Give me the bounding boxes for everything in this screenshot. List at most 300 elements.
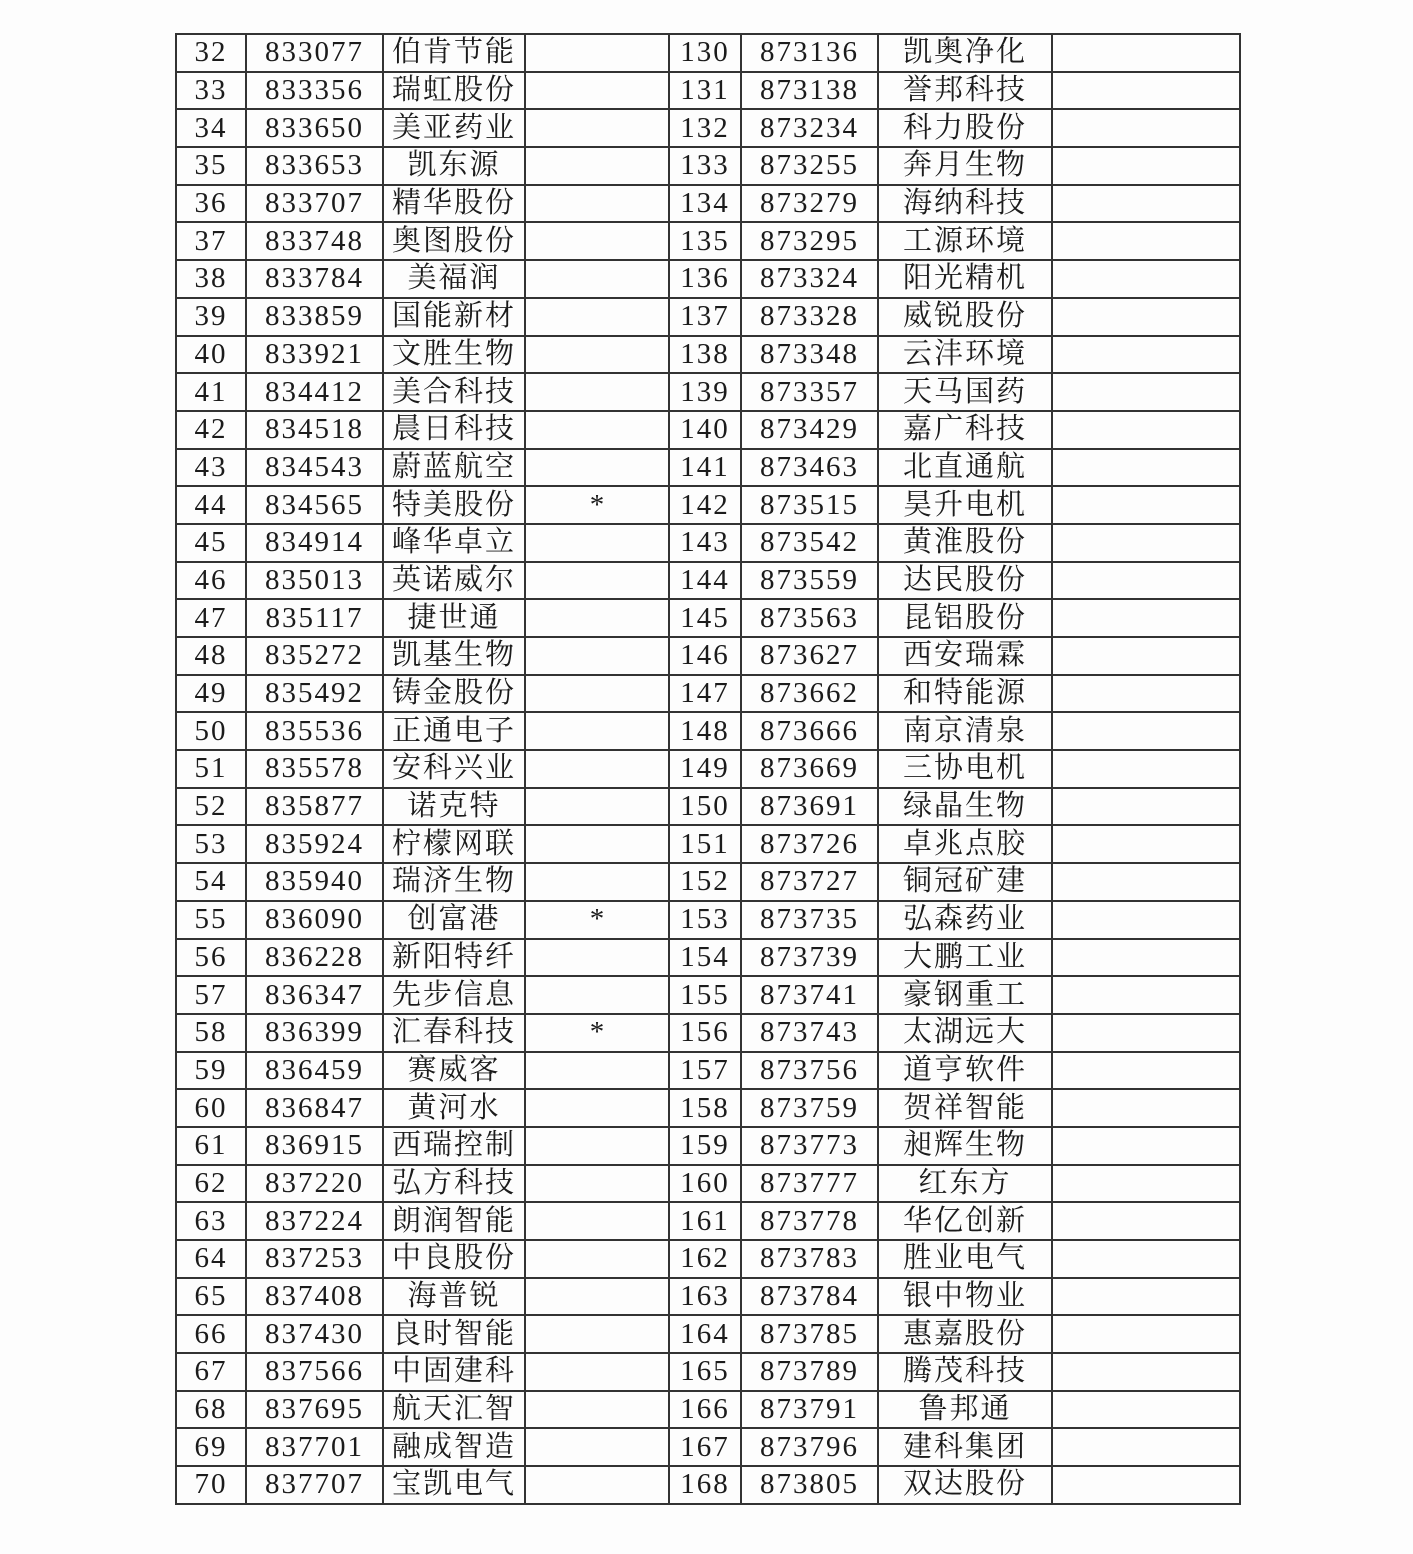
table-row [176, 1165, 1240, 1203]
note-cell: * [525, 901, 669, 939]
note-cell [525, 1278, 669, 1316]
table-row [176, 336, 1240, 374]
row-number-cell: 59 [176, 1052, 246, 1090]
note-cell [525, 449, 669, 487]
row-number-cell: 33 [176, 72, 246, 110]
company-name-cell: 西安瑞霖 [878, 637, 1052, 675]
row-number-cell: 161 [669, 1202, 741, 1240]
company-name-cell: 凯奥净化 [878, 34, 1052, 72]
note-cell [525, 411, 669, 449]
note-cell [1052, 562, 1240, 600]
table-row [176, 260, 1240, 298]
table-row [176, 976, 1240, 1014]
note-cell [525, 788, 669, 826]
company-name-cell: 特美股份 [383, 486, 525, 524]
stock-code-cell: 833653 [246, 147, 383, 185]
company-name-cell: 誉邦科技 [878, 72, 1052, 110]
note-cell [525, 675, 669, 713]
note-cell [525, 939, 669, 977]
row-number-cell: 136 [669, 260, 741, 298]
company-name-cell: 文胜生物 [383, 336, 525, 374]
stock-code-cell: 873726 [741, 825, 878, 863]
table-row [176, 1240, 1240, 1278]
stock-code-cell: 835013 [246, 562, 383, 600]
row-number-cell: 131 [669, 72, 741, 110]
row-number-cell: 132 [669, 109, 741, 147]
note-cell [1052, 222, 1240, 260]
company-name-cell: 中固建科 [383, 1353, 525, 1391]
note-cell [525, 599, 669, 637]
company-name-cell: 瑞虹股份 [383, 72, 525, 110]
stock-code-cell: 837695 [246, 1391, 383, 1429]
company-name-cell: 双达股份 [878, 1466, 1052, 1504]
company-name-cell: 晨日科技 [383, 411, 525, 449]
table-row [176, 1089, 1240, 1127]
company-name-cell: 科力股份 [878, 109, 1052, 147]
table-row [176, 1014, 1240, 1052]
row-number-cell: 167 [669, 1428, 741, 1466]
stock-code-cell: 834412 [246, 373, 383, 411]
stock-code-cell: 873796 [741, 1428, 878, 1466]
stock-code-cell: 873328 [741, 298, 878, 336]
company-name-cell: 诺克特 [383, 788, 525, 826]
table-row [176, 486, 1240, 524]
row-number-cell: 70 [176, 1466, 246, 1504]
row-number-cell: 49 [176, 675, 246, 713]
note-cell [525, 72, 669, 110]
stock-code-cell: 834518 [246, 411, 383, 449]
note-cell [525, 109, 669, 147]
row-number-cell: 57 [176, 976, 246, 1014]
note-cell [525, 222, 669, 260]
stock-code-cell: 873789 [741, 1353, 878, 1391]
note-cell [1052, 1315, 1240, 1353]
note-cell [1052, 260, 1240, 298]
stock-code-cell: 873429 [741, 411, 878, 449]
row-number-cell: 46 [176, 562, 246, 600]
company-name-cell: 赛威客 [383, 1052, 525, 1090]
table-row [176, 1428, 1240, 1466]
stock-code-cell: 837707 [246, 1466, 383, 1504]
row-number-cell: 37 [176, 222, 246, 260]
stock-code-cell: 873735 [741, 901, 878, 939]
note-cell [1052, 1052, 1240, 1090]
stock-code-cell: 837566 [246, 1353, 383, 1391]
table-row [176, 599, 1240, 637]
company-name-cell: 汇春科技 [383, 1014, 525, 1052]
stock-code-cell: 833859 [246, 298, 383, 336]
row-number-cell: 168 [669, 1466, 741, 1504]
row-number-cell: 39 [176, 298, 246, 336]
stock-code-cell: 836915 [246, 1127, 383, 1165]
company-name-cell: 黄淮股份 [878, 524, 1052, 562]
note-cell [1052, 712, 1240, 750]
stock-code-cell: 836399 [246, 1014, 383, 1052]
company-name-cell: 胜业电气 [878, 1240, 1052, 1278]
company-name-cell: 凯东源 [383, 147, 525, 185]
stock-code-cell: 873255 [741, 147, 878, 185]
table-row [176, 788, 1240, 826]
row-number-cell: 64 [176, 1240, 246, 1278]
row-number-cell: 45 [176, 524, 246, 562]
table-row [176, 1353, 1240, 1391]
company-name-cell: 阳光精机 [878, 260, 1052, 298]
note-cell [1052, 1165, 1240, 1203]
table-row [176, 562, 1240, 600]
company-name-cell: 宝凯电气 [383, 1466, 525, 1504]
row-number-cell: 141 [669, 449, 741, 487]
note-cell [1052, 637, 1240, 675]
company-name-cell: 英诺威尔 [383, 562, 525, 600]
table-row [176, 1052, 1240, 1090]
note-cell [1052, 1428, 1240, 1466]
row-number-cell: 68 [176, 1391, 246, 1429]
stock-code-cell: 873515 [741, 486, 878, 524]
note-cell [525, 1315, 669, 1353]
row-number-cell: 55 [176, 901, 246, 939]
row-number-cell: 165 [669, 1353, 741, 1391]
note-cell [1052, 336, 1240, 374]
note-cell [525, 1391, 669, 1429]
table-row [176, 1391, 1240, 1429]
row-number-cell: 54 [176, 863, 246, 901]
company-name-cell: 伯肯节能 [383, 34, 525, 72]
row-number-cell: 43 [176, 449, 246, 487]
note-cell [525, 1089, 669, 1127]
stock-code-cell: 837430 [246, 1315, 383, 1353]
company-name-cell: 云沣环境 [878, 336, 1052, 374]
table-row [176, 298, 1240, 336]
stock-code-cell: 873627 [741, 637, 878, 675]
note-cell [1052, 411, 1240, 449]
row-number-cell: 147 [669, 675, 741, 713]
note-cell [525, 1052, 669, 1090]
stock-code-cell: 834914 [246, 524, 383, 562]
row-number-cell: 152 [669, 863, 741, 901]
table-row [176, 750, 1240, 788]
note-cell [525, 1127, 669, 1165]
stock-code-cell: 873234 [741, 109, 878, 147]
row-number-cell: 69 [176, 1428, 246, 1466]
table-row [176, 72, 1240, 110]
company-name-cell: 美合科技 [383, 373, 525, 411]
row-number-cell: 56 [176, 939, 246, 977]
company-name-cell: 新阳特纤 [383, 939, 525, 977]
company-name-cell: 太湖远大 [878, 1014, 1052, 1052]
company-name-cell: 豪钢重工 [878, 976, 1052, 1014]
stock-code-cell: 835940 [246, 863, 383, 901]
stock-code-cell: 873295 [741, 222, 878, 260]
company-name-cell: 海普锐 [383, 1278, 525, 1316]
company-name-cell: 和特能源 [878, 675, 1052, 713]
note-cell [525, 1466, 669, 1504]
note-cell [525, 1240, 669, 1278]
stock-code-cell: 873778 [741, 1202, 878, 1240]
row-number-cell: 65 [176, 1278, 246, 1316]
note-cell [1052, 109, 1240, 147]
company-name-cell: 精华股份 [383, 185, 525, 223]
company-name-cell: 奥图股份 [383, 222, 525, 260]
row-number-cell: 150 [669, 788, 741, 826]
row-number-cell: 51 [176, 750, 246, 788]
table-row [176, 675, 1240, 713]
company-name-cell: 银中物业 [878, 1278, 1052, 1316]
row-number-cell: 47 [176, 599, 246, 637]
company-name-cell: 瑞济生物 [383, 863, 525, 901]
company-name-cell: 天马国药 [878, 373, 1052, 411]
row-number-cell: 32 [176, 34, 246, 72]
stock-code-cell: 873805 [741, 1466, 878, 1504]
company-name-cell: 昊升电机 [878, 486, 1052, 524]
stock-code-cell: 873136 [741, 34, 878, 72]
company-name-cell: 达民股份 [878, 562, 1052, 600]
stock-code-cell: 837408 [246, 1278, 383, 1316]
row-number-cell: 34 [176, 109, 246, 147]
row-number-cell: 144 [669, 562, 741, 600]
row-number-cell: 58 [176, 1014, 246, 1052]
stock-code-cell: 834565 [246, 486, 383, 524]
table-row [176, 411, 1240, 449]
note-cell [1052, 1089, 1240, 1127]
row-number-cell: 156 [669, 1014, 741, 1052]
stock-code-cell: 834543 [246, 449, 383, 487]
company-name-cell: 腾茂科技 [878, 1353, 1052, 1391]
note-cell [1052, 675, 1240, 713]
note-cell [525, 185, 669, 223]
stock-code-cell: 836459 [246, 1052, 383, 1090]
stock-code-cell: 873727 [741, 863, 878, 901]
note-cell [1052, 1240, 1240, 1278]
row-number-cell: 61 [176, 1127, 246, 1165]
table-row [176, 109, 1240, 147]
stock-code-cell: 873785 [741, 1315, 878, 1353]
note-cell [1052, 1391, 1240, 1429]
stock-code-cell: 835536 [246, 712, 383, 750]
note-cell [525, 825, 669, 863]
stock-code-cell: 835924 [246, 825, 383, 863]
row-number-cell: 154 [669, 939, 741, 977]
table-row [176, 863, 1240, 901]
stock-code-cell: 833921 [246, 336, 383, 374]
note-cell [525, 750, 669, 788]
note-cell [1052, 185, 1240, 223]
note-cell [525, 524, 669, 562]
company-name-cell: 安科兴业 [383, 750, 525, 788]
note-cell [525, 1428, 669, 1466]
row-number-cell: 157 [669, 1052, 741, 1090]
company-name-cell: 凯基生物 [383, 637, 525, 675]
note-cell [1052, 1202, 1240, 1240]
company-name-cell: 良时智能 [383, 1315, 525, 1353]
note-cell [525, 562, 669, 600]
stock-code-cell: 873773 [741, 1127, 878, 1165]
row-number-cell: 155 [669, 976, 741, 1014]
company-name-cell: 华亿创新 [878, 1202, 1052, 1240]
company-name-cell: 铸金股份 [383, 675, 525, 713]
company-name-cell: 昆铝股份 [878, 599, 1052, 637]
table-row [176, 1315, 1240, 1353]
stock-code-cell: 873759 [741, 1089, 878, 1127]
row-number-cell: 149 [669, 750, 741, 788]
row-number-cell: 142 [669, 486, 741, 524]
stock-code-cell: 873542 [741, 524, 878, 562]
note-cell [1052, 34, 1240, 72]
table-row [176, 449, 1240, 487]
company-name-cell: 奔月生物 [878, 147, 1052, 185]
row-number-cell: 53 [176, 825, 246, 863]
note-cell [1052, 1278, 1240, 1316]
row-number-cell: 146 [669, 637, 741, 675]
row-number-cell: 52 [176, 788, 246, 826]
company-name-cell: 黄河水 [383, 1089, 525, 1127]
note-cell [525, 34, 669, 72]
row-number-cell: 60 [176, 1089, 246, 1127]
row-number-cell: 41 [176, 373, 246, 411]
company-name-cell: 建科集团 [878, 1428, 1052, 1466]
company-name-cell: 弘森药业 [878, 901, 1052, 939]
row-number-cell: 40 [176, 336, 246, 374]
stock-code-cell: 873666 [741, 712, 878, 750]
company-name-cell: 昶辉生物 [878, 1127, 1052, 1165]
table-row [176, 1127, 1240, 1165]
row-number-cell: 162 [669, 1240, 741, 1278]
stock-code-cell: 873691 [741, 788, 878, 826]
row-number-cell: 135 [669, 222, 741, 260]
stock-code-cell: 873563 [741, 599, 878, 637]
stock-code-cell: 833356 [246, 72, 383, 110]
row-number-cell: 160 [669, 1165, 741, 1203]
table-row [176, 373, 1240, 411]
table-row [176, 185, 1240, 223]
row-number-cell: 35 [176, 147, 246, 185]
note-cell [1052, 298, 1240, 336]
stock-code-cell: 836228 [246, 939, 383, 977]
note-cell [1052, 1127, 1240, 1165]
stock-code-cell: 873743 [741, 1014, 878, 1052]
note-cell [1052, 863, 1240, 901]
table-row [176, 524, 1240, 562]
note-cell [1052, 976, 1240, 1014]
company-name-cell: 航天汇智 [383, 1391, 525, 1429]
company-name-cell: 捷世通 [383, 599, 525, 637]
row-number-cell: 66 [176, 1315, 246, 1353]
stock-code-cell: 837224 [246, 1202, 383, 1240]
stock-code-cell: 873357 [741, 373, 878, 411]
stock-table-body [176, 34, 1240, 1504]
stock-code-cell: 873279 [741, 185, 878, 223]
stock-code-cell: 836347 [246, 976, 383, 1014]
note-cell [525, 712, 669, 750]
row-number-cell: 159 [669, 1127, 741, 1165]
company-name-cell: 红东方 [878, 1165, 1052, 1203]
note-cell [525, 976, 669, 1014]
row-number-cell: 153 [669, 901, 741, 939]
company-name-cell: 贺祥智能 [878, 1089, 1052, 1127]
table-row [176, 1278, 1240, 1316]
row-number-cell: 130 [669, 34, 741, 72]
note-cell: * [525, 486, 669, 524]
stock-code-cell: 837253 [246, 1240, 383, 1278]
company-name-cell: 北直通航 [878, 449, 1052, 487]
table-row [176, 1466, 1240, 1504]
stock-code-cell: 833650 [246, 109, 383, 147]
company-name-cell: 西瑞控制 [383, 1127, 525, 1165]
table-row [176, 147, 1240, 185]
stock-code-cell: 837220 [246, 1165, 383, 1203]
row-number-cell: 133 [669, 147, 741, 185]
note-cell [1052, 524, 1240, 562]
row-number-cell: 164 [669, 1315, 741, 1353]
stock-code-cell: 835492 [246, 675, 383, 713]
row-number-cell: 143 [669, 524, 741, 562]
stock-code-cell: 836847 [246, 1089, 383, 1127]
row-number-cell: 63 [176, 1202, 246, 1240]
stock-list-table [175, 33, 1241, 1505]
stock-code-cell: 833707 [246, 185, 383, 223]
stock-code-cell: 835578 [246, 750, 383, 788]
company-name-cell: 先步信息 [383, 976, 525, 1014]
company-name-cell: 卓兆点胶 [878, 825, 1052, 863]
company-name-cell: 弘方科技 [383, 1165, 525, 1203]
note-cell [1052, 788, 1240, 826]
note-cell [1052, 449, 1240, 487]
company-name-cell: 美亚药业 [383, 109, 525, 147]
company-name-cell: 创富港 [383, 901, 525, 939]
company-name-cell: 融成智造 [383, 1428, 525, 1466]
row-number-cell: 50 [176, 712, 246, 750]
note-cell [1052, 901, 1240, 939]
row-number-cell: 36 [176, 185, 246, 223]
company-name-cell: 惠嘉股份 [878, 1315, 1052, 1353]
row-number-cell: 139 [669, 373, 741, 411]
stock-code-cell: 837701 [246, 1428, 383, 1466]
company-name-cell: 三协电机 [878, 750, 1052, 788]
stock-code-cell: 873669 [741, 750, 878, 788]
company-name-cell: 南京清泉 [878, 712, 1052, 750]
company-name-cell: 嘉广科技 [878, 411, 1052, 449]
note-cell [1052, 1466, 1240, 1504]
company-name-cell: 绿晶生物 [878, 788, 1052, 826]
table-row [176, 637, 1240, 675]
company-name-cell: 中良股份 [383, 1240, 525, 1278]
stock-code-cell: 836090 [246, 901, 383, 939]
row-number-cell: 166 [669, 1391, 741, 1429]
row-number-cell: 42 [176, 411, 246, 449]
row-number-cell: 138 [669, 336, 741, 374]
row-number-cell: 151 [669, 825, 741, 863]
note-cell [525, 1202, 669, 1240]
stock-code-cell: 835877 [246, 788, 383, 826]
stock-code-cell: 873324 [741, 260, 878, 298]
note-cell [525, 1353, 669, 1391]
table-row [176, 1202, 1240, 1240]
table-row [176, 712, 1240, 750]
row-number-cell: 44 [176, 486, 246, 524]
note-cell [525, 147, 669, 185]
note-cell [1052, 825, 1240, 863]
company-name-cell: 大鹏工业 [878, 939, 1052, 977]
note-cell [1052, 486, 1240, 524]
company-name-cell: 蔚蓝航空 [383, 449, 525, 487]
note-cell [1052, 1014, 1240, 1052]
company-name-cell: 鲁邦通 [878, 1391, 1052, 1429]
stock-code-cell: 873791 [741, 1391, 878, 1429]
note-cell [525, 373, 669, 411]
row-number-cell: 163 [669, 1278, 741, 1316]
note-cell [525, 637, 669, 675]
table-row [176, 825, 1240, 863]
company-name-cell: 工源环境 [878, 222, 1052, 260]
